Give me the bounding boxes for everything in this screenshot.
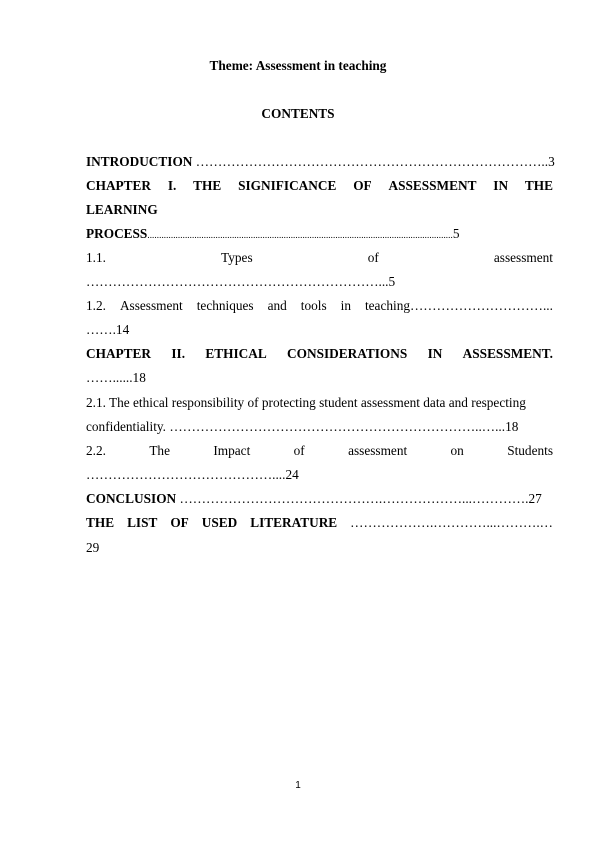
- toc-word: assessment: [493, 250, 553, 265]
- toc-word: CHAPTER: [86, 346, 152, 361]
- toc-leader: ……………………………………….………………...………….27: [176, 491, 542, 506]
- toc-leader: ……………………………………………………………………..: [192, 154, 549, 169]
- toc-entry-introduction[interactable]: [86, 153, 553, 171]
- toc-word: ASSESSMENT.: [462, 346, 553, 361]
- toc-word: THE: [193, 178, 222, 193]
- toc-leader: ..................................................................................................................................: [147, 230, 453, 240]
- toc-page: 3: [548, 154, 555, 169]
- toc-word: of: [367, 250, 379, 265]
- toc-word: I.: [167, 178, 177, 193]
- toc-leader: ……………….…………...……….…: [350, 515, 553, 530]
- toc-chapter-1-line-2: LEARNING: [86, 202, 158, 217]
- toc-word: Impact: [213, 443, 251, 458]
- contents-heading: CONTENTS: [261, 106, 335, 121]
- toc-word: THE: [86, 515, 115, 530]
- toc-word: Students: [507, 443, 553, 458]
- toc-entry-section-2-2[interactable]: [86, 442, 553, 460]
- toc-title: INTRODUCTION: [86, 154, 193, 169]
- toc-word: ETHICAL: [205, 346, 267, 361]
- toc-word: Assessment: [119, 298, 183, 313]
- toc-word: on: [450, 443, 464, 458]
- toc-word: The: [149, 443, 170, 458]
- toc-section-2-2-leader: ……………………………………....24: [86, 467, 299, 482]
- toc-word: in: [340, 298, 351, 313]
- toc-title: CONCLUSION: [86, 491, 177, 506]
- toc-section-1-2-leader: …….14: [86, 322, 130, 337]
- toc-word: 2.2.: [86, 443, 106, 458]
- toc-word: CONSIDERATIONS: [287, 346, 408, 361]
- toc-section-2-1-line-2: confidentiality. ……………………………………………………………..…...18: [86, 419, 519, 434]
- toc-word: CHAPTER: [86, 178, 152, 193]
- toc-word: of: [293, 443, 305, 458]
- toc-entry-literature[interactable]: [86, 514, 553, 532]
- toc-page: 5: [452, 226, 460, 241]
- toc-entry-section-1-1[interactable]: [86, 249, 553, 267]
- toc-entry-chapter-1[interactable]: [86, 177, 553, 195]
- toc-word: LIST: [127, 515, 158, 530]
- theme-title: Theme: Assessment in teaching: [209, 58, 387, 73]
- toc-entry-chapter-2[interactable]: [86, 345, 553, 363]
- toc-entry-conclusion[interactable]: [86, 490, 553, 508]
- toc-word: 1.1.: [86, 250, 106, 265]
- toc-word: Types: [221, 250, 253, 265]
- toc-word: and: [267, 298, 287, 313]
- toc-word: tools: [300, 298, 327, 313]
- toc-word: II.: [171, 346, 186, 361]
- toc-word: OF: [170, 515, 189, 530]
- toc-section-1-1-leader: …………………………………………………………...5: [86, 274, 396, 289]
- toc-word: IN: [493, 178, 509, 193]
- toc-title: PROCESS: [86, 226, 148, 241]
- toc-word: assessment: [348, 443, 408, 458]
- toc-word: SIGNIFICANCE: [238, 178, 337, 193]
- toc-word: 1.2.: [86, 298, 106, 313]
- toc-word: ASSESSMENT: [388, 178, 477, 193]
- toc-word: LITERATURE: [250, 515, 338, 530]
- toc-word: OF: [353, 178, 372, 193]
- toc-chapter-2-leader: ……......18: [86, 370, 146, 385]
- toc-word: THE: [524, 178, 553, 193]
- toc-entry-section-2-1[interactable]: 2.1. The ethical responsibility of protecting student assessment data and respecting: [86, 395, 526, 410]
- toc-chapter-1-line-3: [86, 225, 553, 244]
- toc-entry-section-1-2[interactable]: [86, 297, 553, 315]
- page-number: 1: [295, 780, 301, 791]
- toc-word: techniques: [196, 298, 254, 313]
- toc-word: IN: [427, 346, 443, 361]
- toc-word: USED: [201, 515, 238, 530]
- toc-literature-page: 29: [86, 540, 100, 555]
- toc-word: teaching…………………………...: [364, 298, 553, 313]
